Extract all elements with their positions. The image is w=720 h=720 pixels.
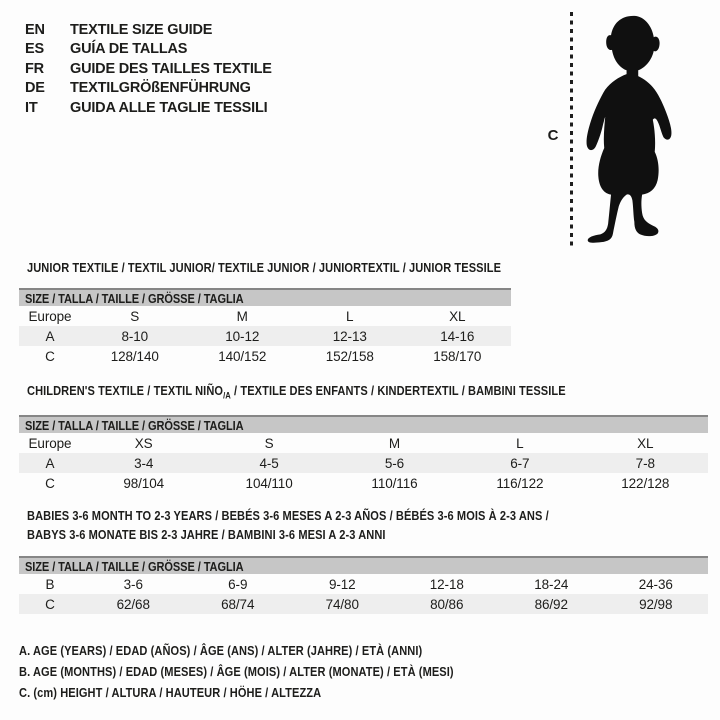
title-text: JUNIOR TEXTILE / TEXTIL JUNIOR/ TEXTILE JUNIOR / JUNIORTEXTIL / JUNIOR TESSILE	[27, 260, 502, 275]
table-cell: XL	[449, 308, 466, 324]
table-cell: XS	[134, 435, 153, 451]
table-row	[19, 433, 708, 453]
language-guide-title: GUIDA ALLE TAGLIE TESSILI	[70, 99, 268, 116]
table-cell: XL	[637, 435, 654, 451]
row-label: A	[19, 326, 81, 346]
size-header-row	[19, 416, 708, 433]
table-cell: 18-24	[534, 576, 569, 592]
table-cell: 104/110	[245, 475, 293, 491]
table-row	[19, 453, 708, 473]
section-title-line	[27, 526, 549, 545]
table-cell: 6-9	[228, 576, 248, 592]
footnote-legend	[19, 640, 530, 703]
size-header-text: SIZE / TALLA / TAILLE / GRÖSSE / TAGLIA	[25, 558, 244, 574]
footnote-line: C. (cm) HEIGHT / ALTURA / HAUTEUR / HÖHE / ALTEZZA	[19, 685, 322, 700]
section-title-babies	[27, 507, 641, 544]
language-guide-title: GUÍA DE TALLAS	[70, 41, 188, 58]
row-label: B	[45, 576, 55, 592]
table-row	[19, 473, 708, 493]
table-cell: 7-8	[583, 453, 708, 473]
table-cell: 9-12	[328, 576, 356, 592]
row-label: C	[45, 475, 55, 491]
subscript-text: /A	[223, 390, 231, 401]
table-cell: 86/92	[499, 594, 604, 614]
figure-height-label: C	[547, 127, 559, 144]
row-label: A	[19, 453, 81, 473]
table-cell: 68/74	[186, 594, 291, 614]
table-cell: 128/140	[110, 348, 159, 364]
table-cell: 14-16	[404, 326, 512, 346]
row-label: C	[45, 348, 55, 364]
size-header-row	[19, 289, 511, 306]
language-guide-title: GUIDE DES TAILLES TEXTILE	[70, 60, 272, 77]
size-header-bar	[19, 289, 511, 306]
table-cell: 12-18	[429, 576, 464, 592]
language-guide-title: TEXTILGRÖßENFÜHRUNG	[70, 80, 251, 97]
table-cell: 3-6	[123, 576, 143, 592]
size-header-text: SIZE / TALLA / TAILLE / GRÖSSE / TAGLIA	[25, 417, 244, 433]
table-cell: 5-6	[332, 453, 457, 473]
size-header-bar	[19, 557, 708, 574]
table-cell: 4-5	[206, 453, 331, 473]
title-text: BABIES 3-6 MONTH TO 2-3 YEARS / BEBÉS 3-6 MESES A 2-3 AÑOS / BÉBÉS 3-6 MOIS À 2-3 ANS /	[27, 508, 549, 523]
language-row	[25, 60, 272, 79]
table-cell: S	[130, 308, 140, 324]
table-cell: 74/80	[290, 594, 395, 614]
footnote-line: A. AGE (YEARS) / EDAD (AÑOS) / ÂGE (ANS) / ALTER (JAHRE) / ETÀ (ANNI)	[19, 643, 423, 658]
table-cell: 152/158	[325, 348, 374, 364]
table-cell: 122/128	[621, 475, 670, 491]
table-cell: M	[236, 308, 248, 324]
row-label: Europe	[28, 435, 72, 451]
section-title-junior	[27, 259, 585, 278]
table-cell: 140/152	[218, 348, 267, 364]
language-code: FR	[25, 60, 44, 77]
language-guide-title: TEXTILE SIZE GUIDE	[70, 22, 213, 38]
table-cell: M	[388, 435, 401, 451]
size-header-bar	[19, 416, 708, 433]
table-cell: 3-4	[81, 453, 206, 473]
table-cell: 62/68	[81, 594, 186, 614]
language-row	[25, 21, 272, 40]
table-row	[19, 574, 708, 594]
table-cell: 8-10	[81, 326, 189, 346]
children-size-table	[19, 415, 708, 493]
table-cell: 10-12	[189, 326, 297, 346]
language-code: ES	[25, 41, 44, 58]
table-row	[19, 306, 511, 326]
title-text: BABYS 3-6 MONATE BIS 2-3 JAHRE / BAMBINI 3-6 MESI A 2-3 ANNI	[27, 526, 386, 542]
footnote-line: B. AGE (MONTHS) / EDAD (MESES) / ÂGE (MOIS) / ALTER (MONATE) / ETÀ (MESI)	[19, 664, 454, 679]
table-cell: L	[346, 308, 354, 324]
junior-size-table	[19, 288, 511, 366]
table-cell: 92/98	[604, 594, 709, 614]
table-row	[19, 594, 708, 614]
table-cell: 110/116	[371, 475, 418, 491]
toddler-silhouette	[578, 11, 680, 248]
language-code: EN	[25, 22, 45, 38]
table-cell: 80/86	[395, 594, 500, 614]
table-cell: L	[516, 435, 524, 451]
section-title-children	[27, 382, 661, 405]
table-cell: 98/104	[123, 475, 165, 491]
table-cell: S	[264, 435, 274, 451]
section-title-line	[27, 382, 566, 405]
size-header-row	[19, 557, 708, 574]
title-text: CHILDREN'S TEXTILE / TEXTIL NIÑO	[27, 383, 224, 398]
table-row	[19, 326, 511, 346]
table-cell: 158/170	[433, 348, 482, 364]
language-title-list	[25, 21, 272, 118]
language-row	[25, 99, 272, 118]
row-label: C	[19, 594, 81, 614]
table-cell: 116/122	[496, 475, 544, 491]
table-cell: 24-36	[638, 576, 673, 592]
language-row	[25, 79, 272, 98]
table-row	[19, 346, 511, 366]
section-title-line	[27, 507, 549, 526]
table-cell: 12-13	[296, 326, 404, 346]
row-label: Europe	[28, 308, 72, 324]
section-title-line	[27, 259, 501, 278]
size-header-text: SIZE / TALLA / TAILLE / GRÖSSE / TAGLIA	[25, 290, 244, 306]
language-code: IT	[25, 99, 38, 116]
babies-size-table	[19, 556, 708, 614]
language-code: DE	[25, 80, 45, 97]
language-row	[25, 40, 272, 59]
title-text: / TEXTILE DES ENFANTS / KINDERTEXTIL / BAMBINI TESSILE	[230, 383, 566, 398]
height-dotted-line	[570, 12, 573, 249]
table-cell: 6-7	[457, 453, 582, 473]
